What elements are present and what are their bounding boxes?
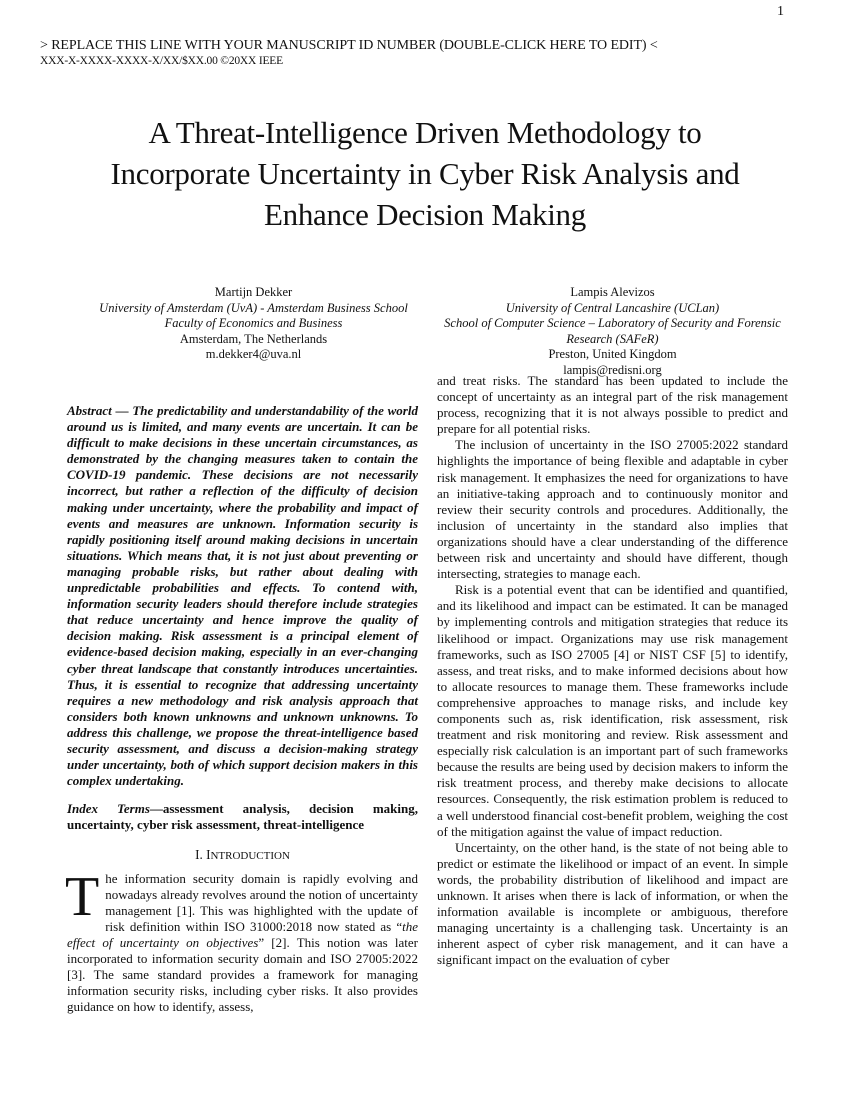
abstract <box>67 403 418 789</box>
index-terms <box>67 801 418 833</box>
author-location: Amsterdam, The Netherlands <box>179 331 328 346</box>
intro-paragraph-2: The inclusion of uncertainty in the ISO 27005:2022 standard highlights the importance of being flexible and adaptable in cyber risk management. It emphasizes the need for organizations to have an initiative-taking approach and to continuously monitor and review their security controls and procedures. Additionally, the inclusion of uncertainty in the standard also implies that organizations should have a clear understanding of the difference between risk and uncertainty and should have different, though intersecting, strategies to manage each. <box>437 437 788 582</box>
drop-cap: T <box>65 865 100 928</box>
author-department: School of Computer Science – Laboratory of Security and Forensic Research (SAFeR) <box>444 316 781 346</box>
author-name: Martijn Dekker <box>214 285 293 299</box>
right-column <box>437 373 788 968</box>
author-affiliation: University of Amsterdam (UvA) - Amsterdam Business School <box>99 300 408 315</box>
abstract-text: The predictability and understandability of the world around us is limited, and many events are uncertain. It can be difficult to make decisions in these uncertain circumstances, as demonstrated by the changing measures taken to contain the COVID-19 pandemic. These decisions are not necessarily incorrect, but rather a reflection of the difficulty of decision making under uncertainty, where the probability and impact of events and measures are unknown. Information security is rapidly positioning itself around making decisions in uncertain situations. Which means that, it is not just about preventing or managing probable risks, but rather about dealing with unpredictable probabilities and effects. To contend with, information security leaders should therefore include strategies that reduce uncertainty and hence improve the quality of decision making. Risk assessment is a principal element of evidence-based decision making, especially in an ever-changing cyber threat landscape that constantly introduces uncertainties. Thus, it is essential to recognize that addressing uncertainty requires a new methodology and risk analysis approach that considers both known unknowns and unknown unknowns. To address this challenge, we propose the threat-intelligence based security assessment, and discuss a decision-making strategy under uncertainty, both of which support decision makers in this complex undertaking. <box>67 403 418 789</box>
manuscript-id-line[interactable]: > REPLACE THIS LINE WITH YOUR MANUSCRIPT ID NUMBER (DOUBLE-CLICK HERE TO EDIT) < <box>40 38 658 53</box>
intro-paragraph-4: Uncertainty, on the other hand, is the state of not being able to predict or estimate the likelihood or impact of an event. In simple words, the probability distribution of likelihood and impact are unknown. It arises when there is lack of information, or when the information available is incomplete or ambiguous, therefore managing uncertainty is a challenging task. Uncertainty is an inherent aspect of cyber risk management, and it can have a significant impact on the evaluation of cyber <box>437 839 788 968</box>
author-affiliation: University of Central Lancashire (UCLan) <box>505 300 720 315</box>
intro-paragraph-3: Risk is a potential event that can be identified and quantified, and its likelihood and impact can be estimated. It can be managed by implementing controls and mitigation strategies that reduce its likelihood or impact. Organizations may use risk management frameworks, such as ISO 27005 [4] or NIST CSF [5] to identify, assess, and treat risks, and to make informed decisions about how to allocate resources to manage them. These frameworks include comprehensive approaches to manage risks, and include key components such as, risk identification, risk assessment, risk treatment and risk monitoring and review. Risk assessment and especially risk calculation is an important part of such frameworks because the results are being used by decision makers to inform the risk treatment process, and thereby make decisions to allocate resources. Consequently, the risk estimation problem is reduced to a well understood financial cost-benefit problem, weighing the cost of the mitigation against the value of impact reduction. <box>437 582 788 839</box>
title-line-2: Incorporate Uncertainty in Cyber Risk Analysis and <box>110 156 740 191</box>
author-email[interactable]: m.dekker4@uva.nl <box>205 347 302 361</box>
left-column <box>67 403 418 1015</box>
quoted-definition: the effect of uncertainty on objectives <box>67 918 418 950</box>
author-email[interactable]: lampis@redisni.org <box>563 362 662 377</box>
section-heading-introduction <box>67 847 418 864</box>
paper-title <box>40 112 810 235</box>
page-number: 1 <box>777 4 784 19</box>
abstract-label: Abstract — <box>67 403 133 418</box>
intro-paragraph-1-continued: and treat risks. The standard has been updated to include the concept of uncertainty as an integral part of the risk management process, recognizing that it is not always possible to predict and prepare for all potential risks. <box>437 373 788 437</box>
paragraph-text: he information security domain is rapidly evolving and nowadays already revolves around the notion of uncertainty management [1]. This was highlighted with the update of risk definition within ISO 31000:2018 now stated as “ <box>105 870 418 934</box>
copyright-line: XXX-X-XXXX-XXXX-X/XX/$XX.00 ©20XX IEEE <box>40 55 283 67</box>
index-terms-label: Index Terms <box>67 801 150 817</box>
author-block-1 <box>76 285 431 363</box>
author-department: Faculty of Economics and Business <box>164 316 343 330</box>
intro-paragraph-1 <box>65 865 418 1016</box>
author-location: Preston, United Kingdom <box>548 347 677 361</box>
section-title: NTRODUCTION <box>210 850 290 863</box>
index-terms-text: —assessment analysis, decision making, uncertainty, cyber risk assessment, threat-intelligence <box>67 801 418 833</box>
title-line-1: A Threat-Intelligence Driven Methodology to <box>148 115 702 150</box>
author-name: Lampis Alevizos <box>570 285 655 299</box>
title-line-3: Enhance Decision Making <box>264 197 586 232</box>
section-numeral: I. I <box>195 847 211 863</box>
paragraph-text: ” [2]. This notion was later incorporated to information security domain and ISO 27005:2022 [3]. The same standard provides a framework for managing information security risks, including cyber risks. It also provides guidance on how to identify, assess, <box>67 934 418 1015</box>
author-block-2 <box>430 285 795 378</box>
